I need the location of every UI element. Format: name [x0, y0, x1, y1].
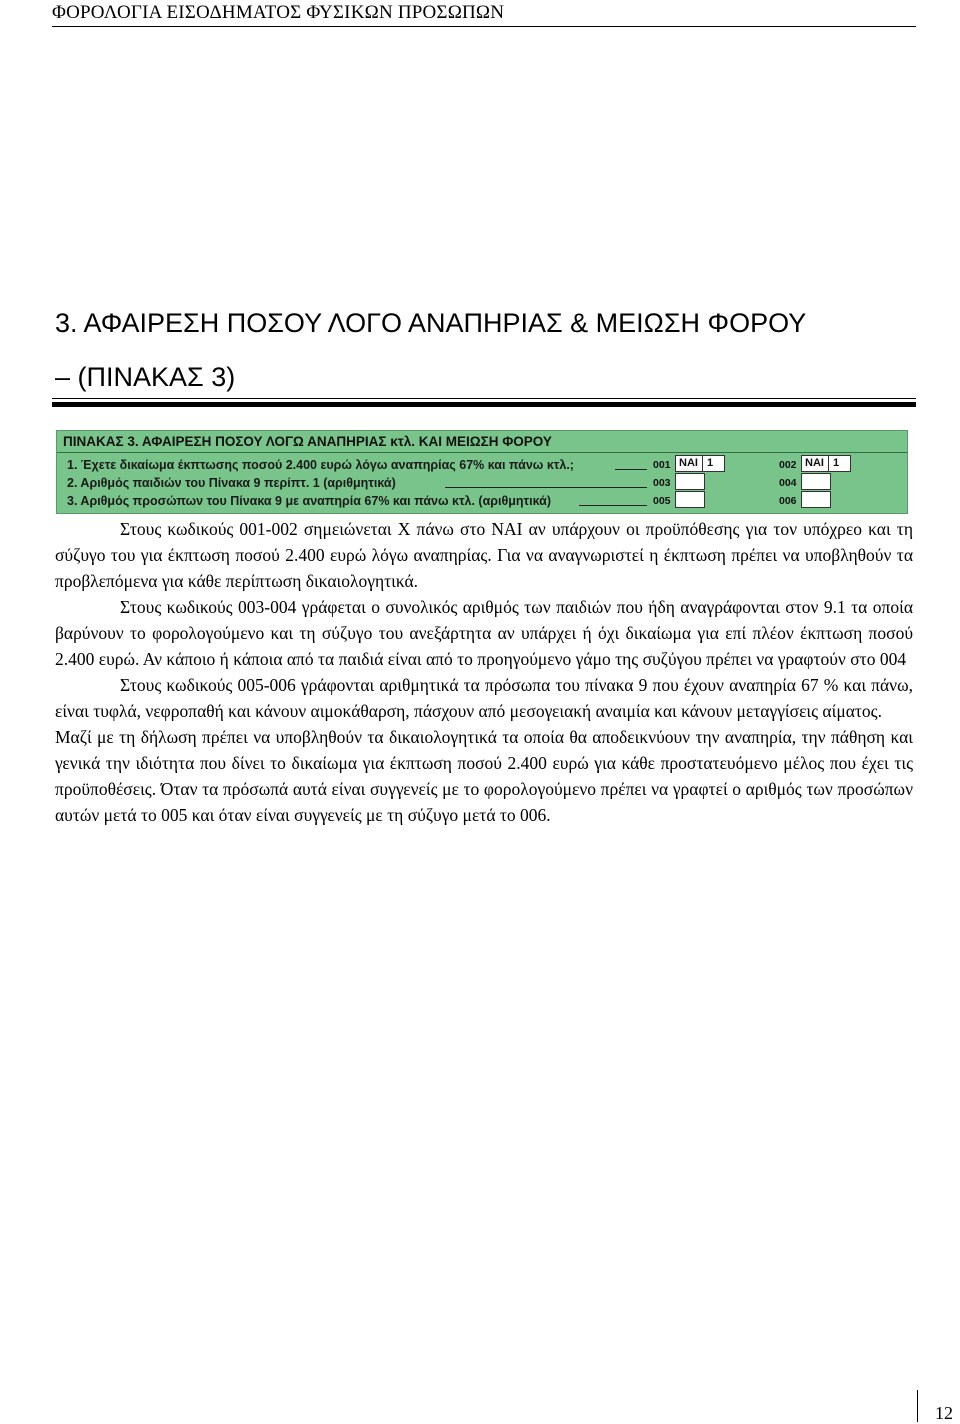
form-leader-3	[579, 505, 647, 506]
cell-006[interactable]	[801, 491, 831, 508]
yes-label: ΝΑΙ	[805, 457, 824, 469]
code-001: 001	[653, 459, 671, 471]
running-header: ΦΟΡΟΛΟΓΙΑ ΕΙΣΟΔΗΜΑΤΟΣ ΦΥΣΙΚΩΝ ΠΡΟΣΩΠΩΝ	[52, 2, 505, 23]
section-title-line-2: – (ΠΙΝΑΚΑΣ 3)	[55, 362, 236, 392]
title-rule-thin	[52, 398, 916, 399]
title-rule-thick	[52, 402, 916, 407]
cell-004[interactable]	[801, 473, 831, 490]
yes-label: ΝΑΙ	[679, 457, 698, 469]
page-number: 12	[935, 1403, 953, 1423]
cell-002[interactable]	[801, 455, 851, 472]
body-text	[55, 516, 913, 828]
form-line-1: 1. Έχετε δικαίωμα έκπτωσης ποσού 2.400 ευρώ λόγω αναπηρίας 67% και πάνω κτλ.;	[67, 458, 574, 472]
form-line-3: 3. Αριθμός προσώπων του Πίνακα 9 με αναπηρία 67% και πάνω κτλ. (αριθμητικά)	[67, 494, 551, 508]
section-title-line-1: 3. ΑΦΑΙΡΕΣΗ ΠΟΣΟΥ ΛΟΓΟ ΑΝΑΠΗΡΙΑΣ & ΜΕΙΩΣΗ ΦΟΡΟΥ	[55, 308, 807, 338]
form-leader-2	[445, 487, 647, 488]
paragraph-codes-001-002: Στους κωδικούς 001-002 σημειώνεται Χ πάνω στο ΝΑΙ αν υπάρχουν οι προϋπόθεσης για τον υπόχρεο και τη σύζυγο του για έκπτωση ποσού 2.400 ευρώ λόγω αναπηρίας. Για να αναγνωριστεί η έκπτωση πρέπει να υποβληθούν τα προβλεπόμενα για κάθε περίπτωση δικαιολογητικά.	[55, 519, 913, 591]
footer-rule	[917, 1390, 918, 1422]
paragraph-codes-003-004: Στους κωδικούς 003-004 γράφεται ο συνολικός αριθμός των παιδιών που ήδη αναγράφονται στον 9.1 τα οποία βαρύνουν το φορολογούμενο και τη σύζυγο του ανεξάρτητα αν υπάρχει ή όχι δικαίωμα για επί πλέον έκπτωση ποσού 2.400 ευρώ. Αν κάποιο ή κάποια από τα παιδιά είναι από το προηγούμενο γάμο της συζύγου πρέπει να γραφτούν στο 004	[55, 597, 913, 669]
section-title	[55, 296, 925, 404]
form-title: ΠΙΝΑΚΑΣ 3. ΑΦΑΙΡΕΣΗ ΠΟΣΟΥ ΛΟΓΩ ΑΝΑΠΗΡΙΑΣ κτλ. ΚΑΙ ΜΕΙΩΣΗ ΦΟΡΟΥ	[63, 434, 552, 449]
cell-005[interactable]	[675, 491, 705, 508]
form-excerpt-table-3	[56, 430, 908, 514]
cell-003[interactable]	[675, 473, 705, 490]
yes-value: 1	[702, 456, 713, 471]
header-rule	[52, 26, 916, 27]
paragraph-documents: Μαζί με τη δήλωση πρέπει να υποβληθούν τα δικαιολογητικά τα οποία θα αποδεικνύουν την αναπηρία, την πάθηση και γενικά την ιδιότητα που δίνει το δικαίωμα για έκπτωση ποσού 2.400 ευρώ για κάθε προστατευόμενο μέλος που έχει τις προϋποθέσεις. Όταν τα πρόσωπά αυτά είναι συγγενείς με το φορολογούμενο πρέπει να γραφτεί ο αριθμός των προσώπων αυτών μετά το 005 και όταν είναι συγγενείς με τη σύζυγο μετά το 006.	[55, 727, 913, 825]
code-005: 005	[653, 495, 671, 507]
code-004: 004	[779, 477, 797, 489]
code-003: 003	[653, 477, 671, 489]
form-line-2: 2. Αριθμός παιδιών του Πίνακα 9 περίπτ. 1 (αριθμητικά)	[67, 476, 396, 490]
code-006: 006	[779, 495, 797, 507]
cell-001[interactable]	[675, 455, 725, 472]
form-leader-1	[615, 469, 647, 470]
form-title-rule	[57, 452, 907, 453]
yes-value: 1	[828, 456, 839, 471]
code-002: 002	[779, 459, 797, 471]
paragraph-codes-005-006: Στους κωδικούς 005-006 γράφονται αριθμητικά τα πρόσωπα του πίνακα 9 που έχουν αναπηρία 67 % και πάνω, είναι τυφλά, νεφροπαθή και κάνουν αιμοκάθαρση, πάσχουν από μεσογειακή αναιμία και κάνουν μεταγγίσεις αίματος.	[55, 675, 913, 721]
